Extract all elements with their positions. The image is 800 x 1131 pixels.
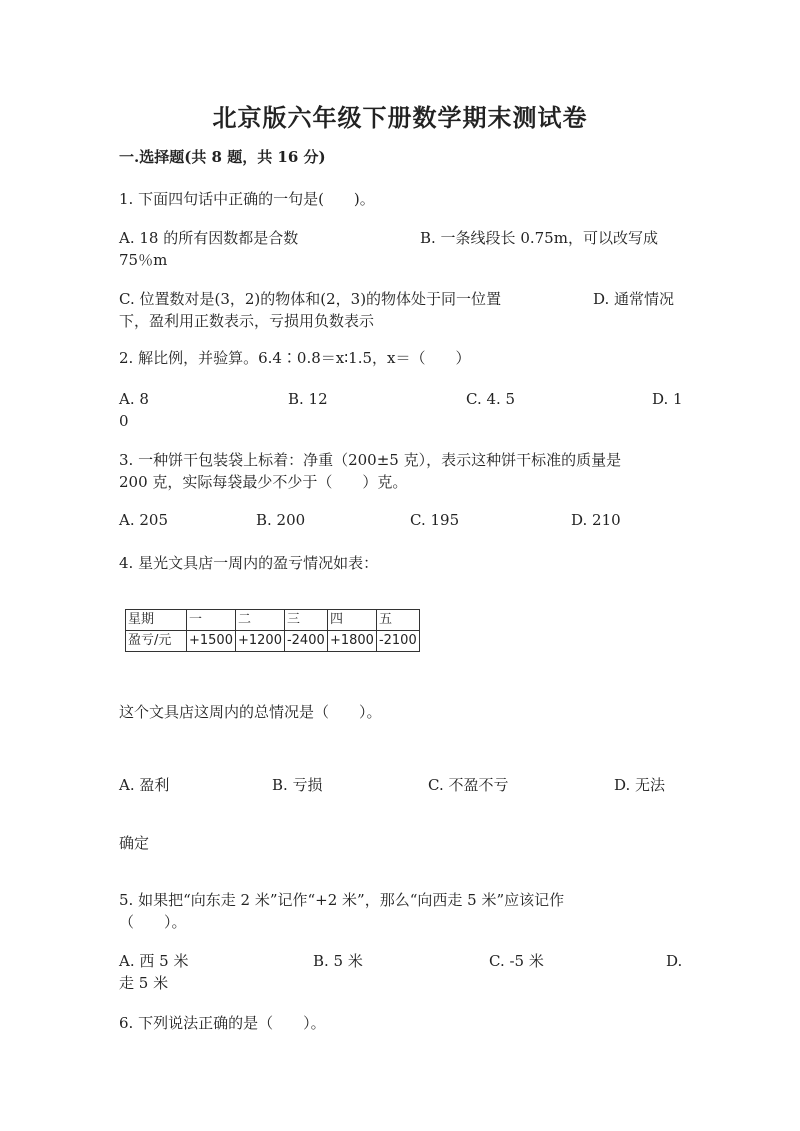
section-heading: 一.选择题(共 8 题，共 16 分) (119, 148, 326, 166)
table-cell: 二 (235, 610, 284, 631)
q5-stem-cont: （ ）。 (119, 913, 187, 931)
table-cell: -2100 (376, 631, 419, 652)
q5-option-c: C. -5 米 (489, 952, 544, 970)
table-cell: 四 (327, 610, 376, 631)
table-row (126, 631, 420, 652)
table-row (126, 610, 420, 631)
q3-option-d: D. 210 (571, 511, 621, 529)
q4-question: 这个文具店这周内的总情况是（ ）。 (119, 703, 382, 721)
q5-option-d: D. (666, 952, 683, 970)
q1-option-b: B. 一条线段长 0.75m，可以改写成 (420, 229, 658, 247)
q4-option-b: B. 亏损 (272, 776, 323, 794)
table-cell: +1500 (187, 631, 236, 652)
q1-option-d: D. 通常情况 (593, 290, 675, 308)
q3-option-a: A. 205 (119, 511, 168, 529)
q1-option-b-cont: 75％m (119, 251, 168, 269)
q4-option-d-cont: 确定 (119, 834, 150, 852)
q5-option-d-cont: 走 5 米 (119, 974, 169, 992)
table-cell: +1800 (327, 631, 376, 652)
q3-stem-cont: 200 克，实际每袋最少不少于（ ）克。 (119, 473, 408, 491)
q4-option-d: D. 无法 (614, 776, 666, 794)
q2-option-c: C. 4. 5 (466, 390, 516, 408)
q4-option-c: C. 不盈不亏 (428, 776, 509, 794)
q5-stem: 5. 如果把“向东走 2 米”记作“+2 米”，那么“向西走 5 米”应该记作 (119, 891, 565, 909)
q1-option-d-cont: 下，盈利用正数表示，亏损用负数表示 (119, 312, 375, 330)
q2-option-b: B. 12 (288, 390, 328, 408)
table-cell: 三 (284, 610, 327, 631)
table-cell: 盈亏/元 (126, 631, 187, 652)
q2-option-a: A. 8 (119, 390, 149, 408)
table-cell: 一 (187, 610, 236, 631)
q5-option-b: B. 5 米 (313, 952, 363, 970)
q1-option-c: C. 位置数对是(3，2)的物体和(2，3)的物体处于同一位置 (119, 290, 502, 308)
q1-option-a: A. 18 的所有因数都是合数 (119, 229, 299, 247)
profit-loss-table (125, 609, 420, 652)
q1-stem: 1. 下面四句话中正确的一句是( )。 (119, 190, 375, 208)
q3-stem: 3. 一种饼干包装袋上标着：净重（200±5 克），表示这种饼干标准的质量是 (119, 451, 622, 469)
q2-option-d: D. 1 (652, 390, 683, 408)
q2-option-d-cont: 0 (119, 412, 129, 430)
q5-option-a: A. 西 5 米 (119, 952, 189, 970)
q6-stem: 6. 下列说法正确的是（ ）。 (119, 1014, 326, 1032)
q3-option-c: C. 195 (410, 511, 460, 529)
q4-option-a: A. 盈利 (119, 776, 170, 794)
table-cell: 五 (376, 610, 419, 631)
table-cell: -2400 (284, 631, 327, 652)
table-cell: 星期 (126, 610, 187, 631)
q4-stem: 4. 星光文具店一周内的盈亏情况如表： (119, 554, 379, 572)
q3-option-b: B. 200 (256, 511, 306, 529)
page-title: 北京版六年级下册数学期末测试卷 (212, 103, 588, 132)
q2-stem: 2. 解比例，并验算。6.4∶0.8＝x∶1.5，x＝（ ） (119, 349, 471, 367)
table-cell: +1200 (235, 631, 284, 652)
